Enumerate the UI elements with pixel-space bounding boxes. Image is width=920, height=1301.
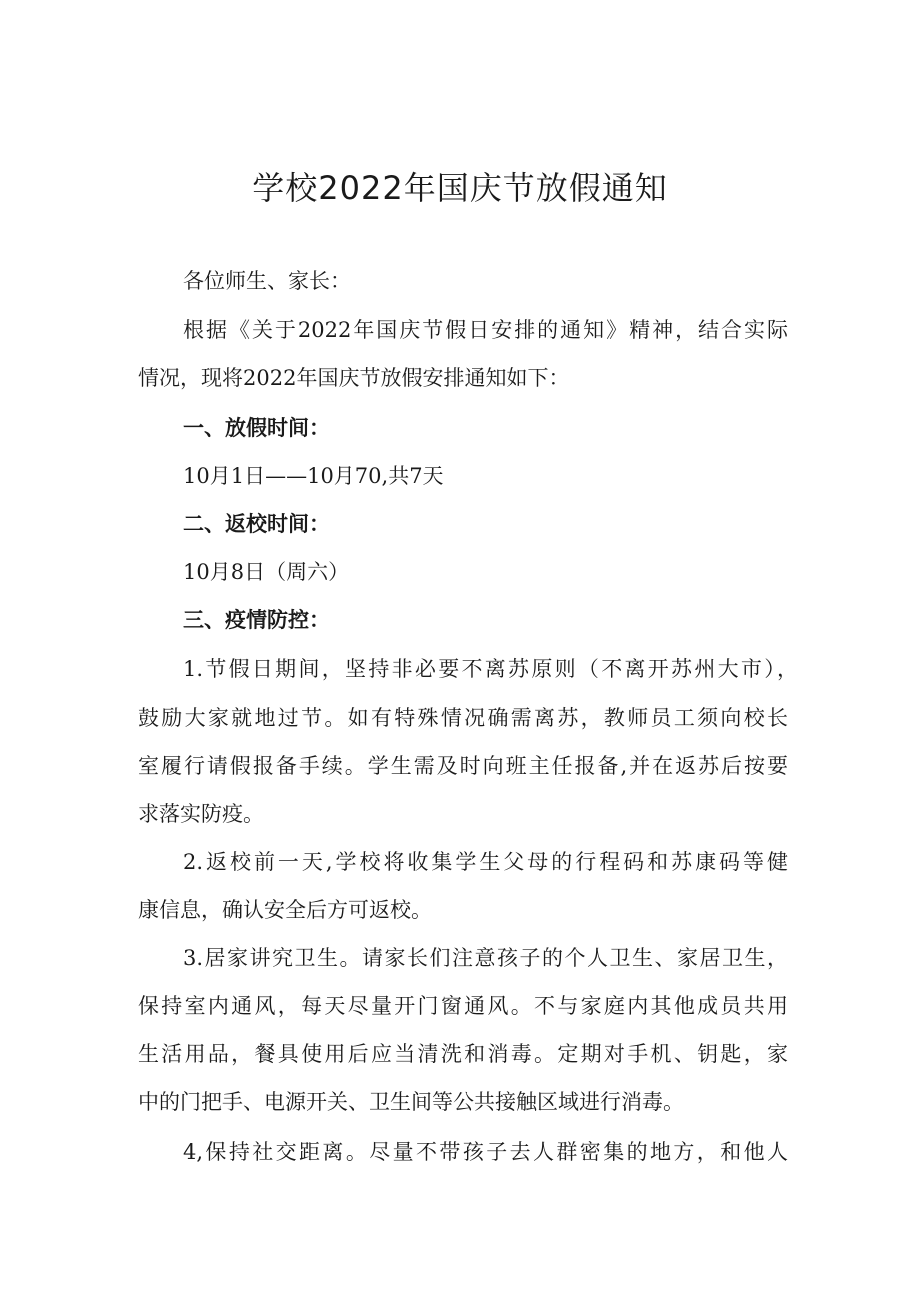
intro-line-2: 情况，现将2022年国庆节放假安排通知如下： bbox=[138, 366, 570, 390]
item-3-line-4: 中的门把手、电源开关、卫生间等公共接触区域进行消毒。 bbox=[138, 1090, 684, 1114]
section-heading-return-time: 二、返校时间： bbox=[183, 512, 330, 536]
section-heading-epidemic-control: 三、疫情防控： bbox=[183, 608, 330, 632]
section-heading-holiday-time: 一、放假时间： bbox=[183, 416, 330, 440]
item-4-line-1: 4,保持社交距离。尽量不带孩子去人群密集的地方，和他人 bbox=[183, 1140, 788, 1164]
holiday-time-content: 10月1日——10月70,共7天 bbox=[183, 464, 444, 488]
return-time-content: 10月8日（周六） bbox=[183, 560, 350, 584]
document-title: 学校2022年国庆节放假通知 bbox=[252, 169, 668, 207]
item-1-line-2: 鼓励大家就地过节。如有特殊情况确需离苏，教师员工须向校长 bbox=[138, 706, 788, 730]
item-1-line-4: 求落实防疫。 bbox=[138, 802, 264, 826]
item-1-line-1: 1.节假日期间，坚持非必要不离苏原则（不离开苏州大市）， bbox=[183, 657, 798, 681]
intro-line-1: 根据《关于2022年国庆节假日安排的通知》精神，结合实际 bbox=[183, 318, 788, 342]
item-3-line-1: 3.居家讲究卫生。请家长们注意孩子的个人卫生、家居卫生， bbox=[183, 946, 788, 970]
item-2-line-2: 康信息，确认安全后方可返校。 bbox=[138, 898, 432, 922]
item-3-line-2: 保持室内通风，每天尽量开门窗通风。不与家庭内其他成员共用 bbox=[138, 994, 788, 1018]
greeting: 各位师生、家长： bbox=[183, 269, 351, 293]
item-2-line-1: 2.返校前一天,学校将收集学生父母的行程码和苏康码等健 bbox=[183, 850, 788, 874]
item-1-line-3: 室履行请假报备手续。学生需及时向班主任报备,并在返苏后按要 bbox=[138, 754, 788, 778]
item-3-line-3: 生活用品，餐具使用后应当清洗和消毒。定期对手机、钥匙，家 bbox=[138, 1042, 788, 1066]
